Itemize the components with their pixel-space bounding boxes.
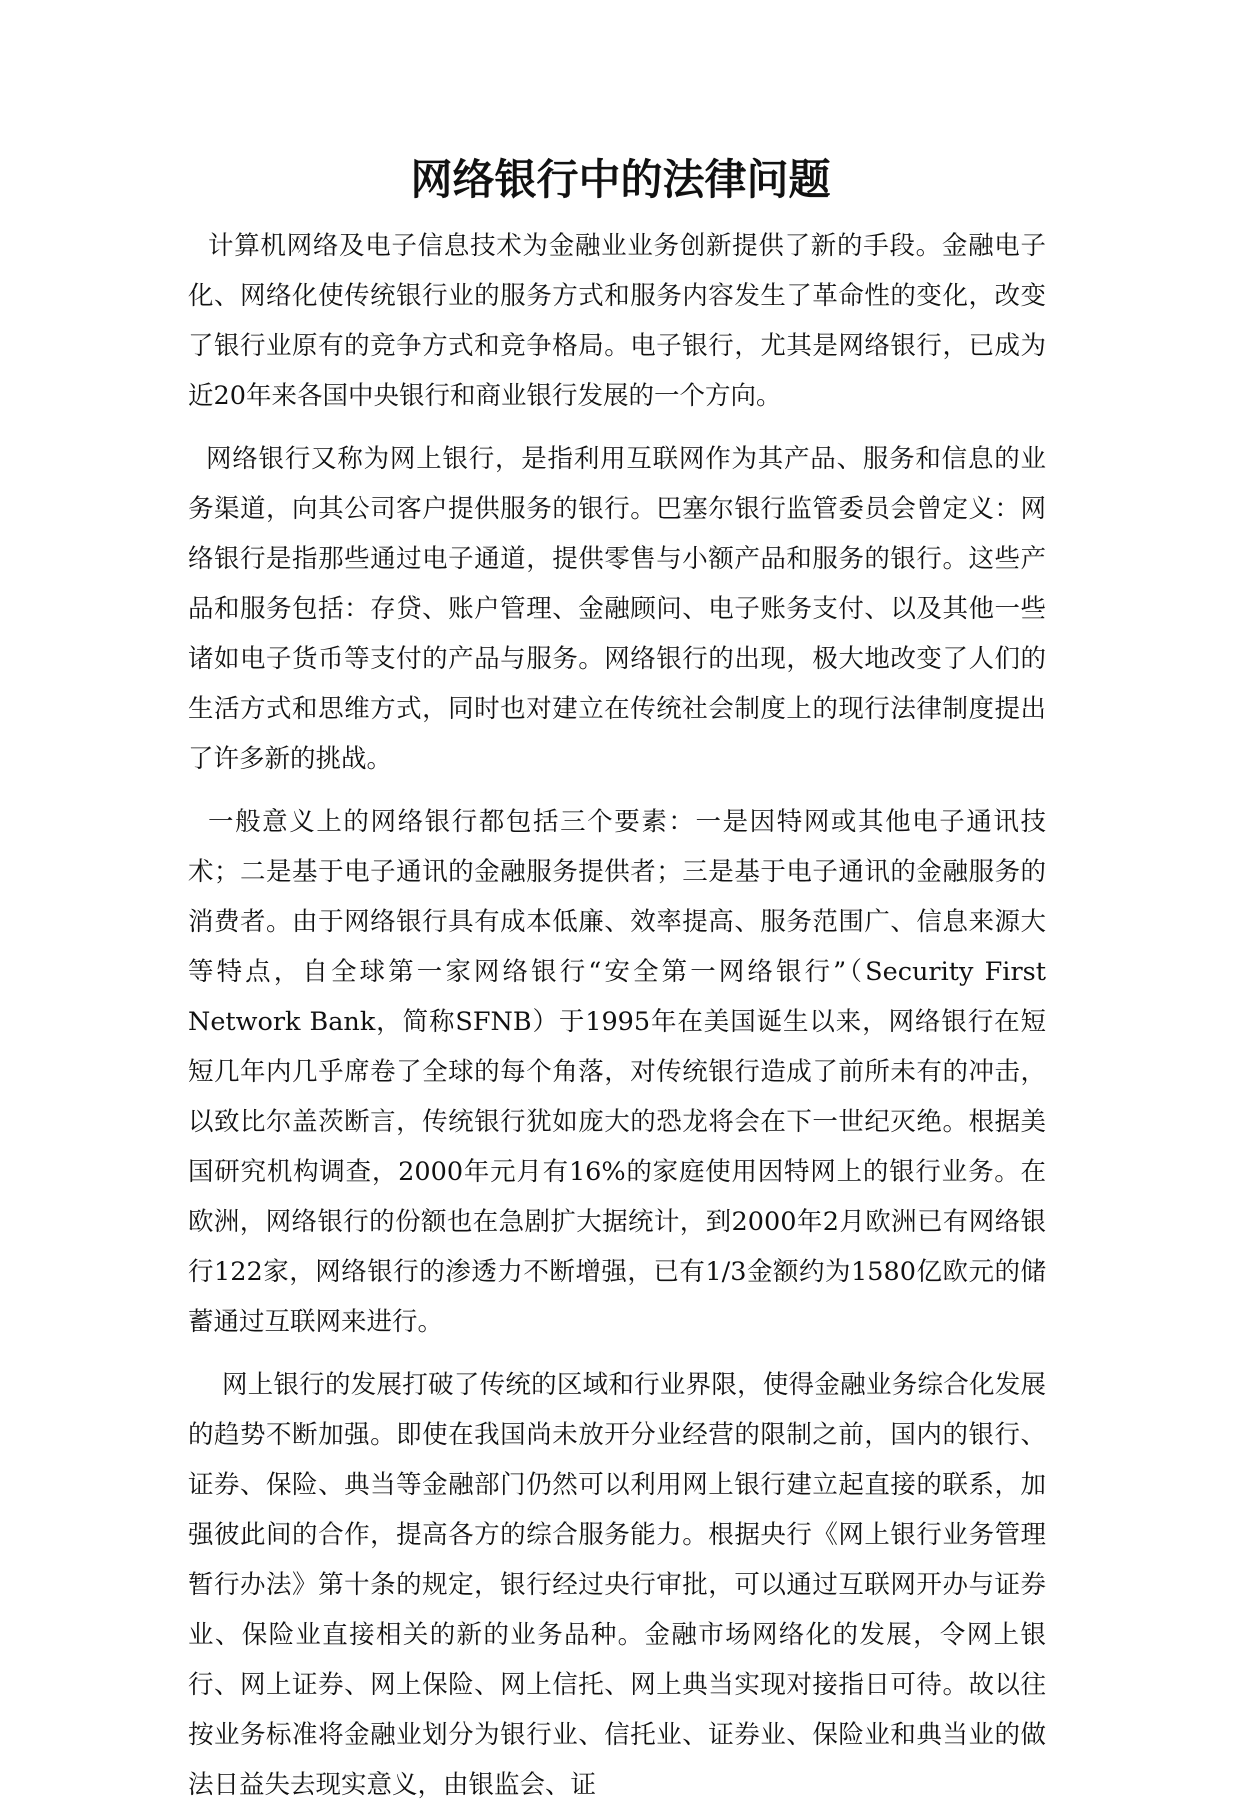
document-title: 网络银行中的法律问题 [410,155,831,204]
paragraph-1: 计算机网络及电子信息技术为金融业业务创新提供了新的手段。金融电子化、网络化使传统银行业的服务方式和服务内容发生了革命性的变化，改变了银行业原有的竞争方式和竞争格局。电子银行，尤其是网络银行，已成为近20年来各国中央银行和商业银行发展的一个方向。 [188,231,1046,411]
paragraph-2: 网络银行又称为网上银行，是指利用互联网作为其产品、服务和信息的业务渠道，向其公司客户提供服务的银行。巴塞尔银行监管委员会曾定义：网络银行是指那些通过电子通道，提供零售与小额产品和服务的银行。这些产品和服务包括：存贷、账户管理、金融顾问、电子账务支付、以及其他一些诸如电子货币等支付的产品与服务。网络银行的出现，极大地改变了人们的生活方式和思维方式，同时也对建立在传统社会制度上的现行法律制度提出了许多新的挑战。 [188,444,1046,774]
paragraph-4: 网上银行的发展打破了传统的区域和行业界限，使得金融业务综合化发展的趋势不断加强。即使在我国尚未放开分业经营的限制之前，国内的银行、证券、保险、典当等金融部门仍然可以利用网上银行建立起直接的联系，加强彼此间的合作，提高各方的综合服务能力。根据央行《网上银行业务管理暂行办法》第十条的规定，银行经过央行审批，可以通过互联网开办与证券业、保险业直接相关的新的业务品种。金融市场网络化的发展，令网上银行、网上证券、网上保险、网上信托、网上典当实现对接指日可待。故以往按业务标准将金融业划分为银行业、信托业、证券业、保险业和典当业的做法日益失去现实意义，由银监会、证 [188,1370,1046,1800]
paragraph-3: 一般意义上的网络银行都包括三个要素：一是因特网或其他电子通讯技术；二是基于电子通讯的金融服务提供者；三是基于电子通讯的金融服务的消费者。由于网络银行具有成本低廉、效率提高、服务范围广、信息来源大等特点，自全球第一家网络银行“安全第一网络银行”（Security First Network Bank，简称SFNB）于1995年在美国诞生以来，网络银行在短短几年内几乎席卷了全球的每个角落，对传统银行造成了前所未有的冲击，以致比尔盖茨断言，传统银行犹如庞大的恐龙将会在下一世纪灭绝。根据美国研究机构调查，2000年元月有16%的家庭使用因特网上的银行业务。在欧洲，网络银行的份额也在急剧扩大据统计，到2000年2月欧洲已有网络银行122家，网络银行的渗透力不断增强，已有1/3金额约为1580亿欧元的储蓄通过互联网来进行。 [188,807,1046,1337]
document-body [188,221,1046,1810]
